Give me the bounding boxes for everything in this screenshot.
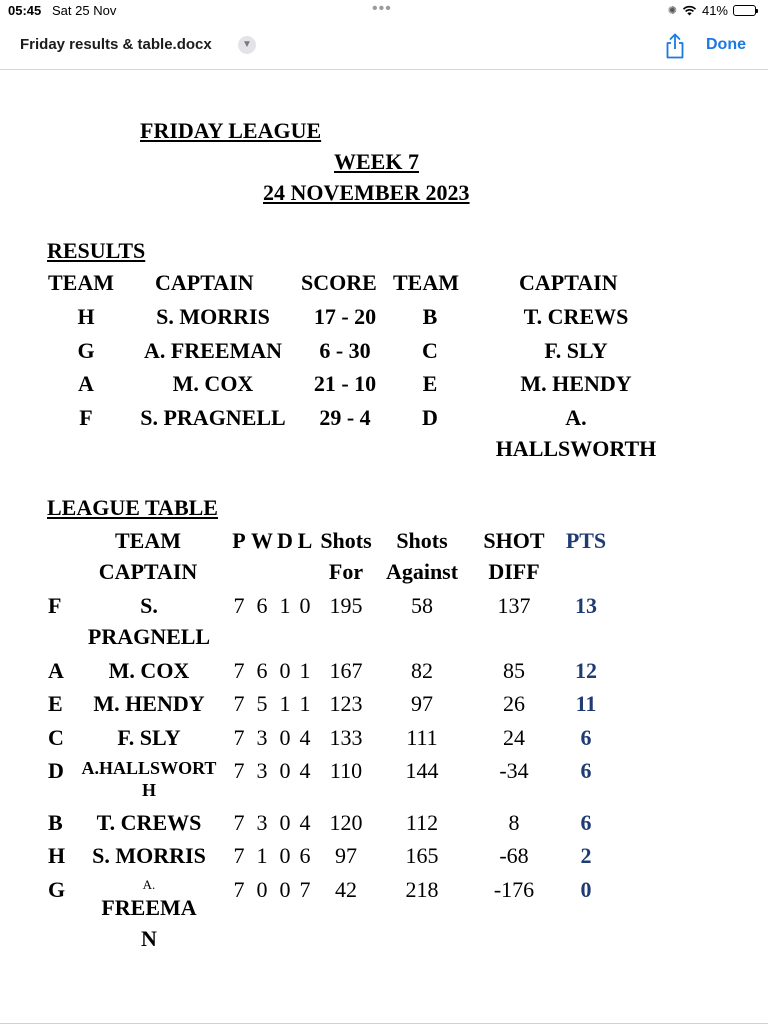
row-for: 97 (335, 843, 357, 868)
row-p: 7 (233, 843, 245, 868)
row-against: 111 (406, 725, 438, 750)
row-captain: M. HENDY (93, 691, 205, 716)
results-captain1: S. PRAGNELL (140, 405, 286, 430)
header-diff: DIFF (488, 559, 540, 584)
results-team2: D (422, 405, 438, 430)
row-l: 6 (299, 843, 311, 868)
row-team: G (48, 877, 66, 902)
row-captain: A.HALLSWORT (81, 758, 217, 778)
results-team1: H (77, 304, 95, 329)
wifi-icon (682, 5, 697, 16)
row-diff: -176 (493, 877, 535, 902)
header-against: Against (385, 559, 459, 584)
row-l: 0 (299, 593, 311, 618)
row-against: 112 (405, 810, 439, 835)
row-p: 7 (233, 758, 245, 783)
date-title: 24 NOVEMBER 2023 (263, 180, 470, 205)
row-for: 123 (329, 691, 363, 716)
results-captain2: A. (565, 405, 587, 430)
row-p: 7 (233, 810, 245, 835)
row-for: 133 (329, 725, 363, 750)
results-team2: E (422, 371, 438, 396)
row-w: 6 (256, 658, 268, 683)
row-captain: S. MORRIS (92, 843, 206, 868)
results-score: 21 - 10 (313, 371, 377, 396)
league-title: FRIDAY LEAGUE (140, 118, 322, 143)
row-against: 82 (411, 658, 433, 683)
row-captain-line2: H (141, 780, 156, 800)
header-shot: SHOT (483, 528, 545, 553)
results-captain1: A. FREEMAN (143, 338, 283, 363)
row-l: 1 (299, 658, 311, 683)
row-pts: 11 (575, 691, 597, 716)
status-time: 05:45 (8, 3, 42, 18)
row-captain-line2: FREEMA (101, 895, 197, 920)
results-header-captain1: CAPTAIN (155, 270, 254, 295)
header-shots-against: Shots (396, 528, 448, 553)
row-for: 120 (329, 810, 363, 835)
header-captain: CAPTAIN (98, 559, 198, 584)
row-team: C (48, 725, 64, 750)
title-bar (0, 22, 768, 70)
row-captain-line3: N (141, 926, 157, 951)
row-pts: 6 (580, 810, 592, 835)
row-pts: 12 (575, 658, 597, 683)
row-against: 144 (405, 758, 439, 783)
header-d: D (277, 528, 293, 553)
document-title[interactable]: Friday results & table.docx (20, 36, 212, 53)
row-diff: 8 (508, 810, 520, 835)
row-w: 0 (256, 877, 268, 902)
results-team2: B (422, 304, 438, 329)
results-header-team2: TEAM (393, 270, 459, 295)
row-d: 0 (279, 725, 291, 750)
row-for: 167 (329, 658, 363, 683)
row-p: 7 (233, 593, 245, 618)
row-diff: -68 (499, 843, 529, 868)
row-l: 7 (299, 877, 311, 902)
row-team: D (48, 758, 64, 783)
chevron-down-icon[interactable]: ▼ (238, 36, 256, 54)
results-score: 17 - 20 (313, 304, 377, 329)
results-header-team1: TEAM (48, 270, 114, 295)
row-against: 165 (405, 843, 439, 868)
results-captain1: S. MORRIS (156, 304, 270, 329)
results-team1: F (79, 405, 93, 430)
multitasking-dots-icon[interactable]: ••• (372, 0, 392, 17)
row-w: 3 (256, 725, 268, 750)
row-l: 4 (299, 758, 311, 783)
done-button[interactable]: Done (706, 36, 746, 53)
row-p: 7 (233, 658, 245, 683)
row-w: 5 (256, 691, 268, 716)
row-pts: 2 (580, 843, 592, 868)
row-d: 0 (279, 843, 291, 868)
row-pts: 6 (580, 725, 592, 750)
header-pts: PTS (565, 528, 607, 553)
header-p: P (232, 528, 246, 553)
row-against: 218 (405, 877, 439, 902)
row-team: A (48, 658, 64, 683)
row-l: 4 (299, 810, 311, 835)
results-captain2-line2: HALLSWORTH (495, 436, 657, 461)
row-d: 1 (279, 593, 291, 618)
results-score: 29 - 4 (319, 405, 371, 430)
results-team1: A (78, 371, 94, 396)
results-team2: C (422, 338, 438, 363)
results-captain2: F. SLY (544, 338, 608, 363)
results-header-captain2: CAPTAIN (519, 270, 618, 295)
share-icon[interactable] (664, 33, 686, 59)
row-diff: 24 (503, 725, 525, 750)
header-team: TEAM (115, 528, 181, 553)
results-title: RESULTS (47, 238, 146, 263)
header-shots-for: Shots (320, 528, 372, 553)
row-team: B (48, 810, 63, 835)
results-captain2: T. CREWS (523, 304, 629, 329)
battery-percent: 41% (701, 3, 728, 18)
row-w: 1 (256, 843, 268, 868)
row-d: 0 (279, 658, 291, 683)
header-l: L (297, 528, 313, 553)
row-diff: 85 (503, 658, 525, 683)
row-for: 110 (329, 758, 363, 783)
row-d: 1 (279, 691, 291, 716)
row-against: 97 (411, 691, 433, 716)
results-score: 6 - 30 (319, 338, 371, 363)
row-w: 6 (256, 593, 268, 618)
results-captain2: M. HENDY (520, 371, 632, 396)
row-pts: 6 (580, 758, 592, 783)
row-captain: A. (142, 877, 156, 892)
row-diff: -34 (499, 758, 529, 783)
row-captain: F. SLY (117, 725, 181, 750)
status-date: Sat 25 Nov (52, 3, 117, 18)
header-for: For (328, 559, 364, 584)
row-pts: 0 (580, 877, 592, 902)
week-title: WEEK 7 (334, 149, 419, 174)
row-d: 0 (279, 758, 291, 783)
results-team1: G (77, 338, 95, 363)
row-p: 7 (233, 691, 245, 716)
row-captain: S. (140, 593, 158, 618)
row-l: 4 (299, 725, 311, 750)
status-indicators (668, 3, 756, 18)
row-d: 0 (279, 877, 291, 902)
row-w: 3 (256, 810, 268, 835)
battery-icon (733, 5, 756, 16)
row-team: H (48, 843, 66, 868)
row-captain: M. COX (108, 658, 190, 683)
row-captain: T. CREWS (96, 810, 202, 835)
results-captain1: M. COX (172, 371, 254, 396)
row-p: 7 (233, 725, 245, 750)
row-captain-line2: PRAGNELL (87, 624, 211, 649)
row-team: F (48, 593, 62, 618)
row-team: E (48, 691, 63, 716)
document-page (0, 71, 768, 1024)
row-for: 195 (329, 593, 363, 618)
results-header-score: SCORE (301, 270, 377, 295)
row-d: 0 (279, 810, 291, 835)
status-bar (0, 0, 768, 22)
row-against: 58 (411, 593, 433, 618)
row-diff: 26 (503, 691, 525, 716)
loading-spinner-icon: ✺ (667, 5, 677, 17)
row-w: 3 (256, 758, 268, 783)
row-l: 1 (299, 691, 311, 716)
row-pts: 13 (575, 593, 597, 618)
row-diff: 137 (497, 593, 531, 618)
row-p: 7 (233, 877, 245, 902)
header-w: W (251, 528, 273, 553)
league-table-title: LEAGUE TABLE (47, 495, 218, 520)
row-for: 42 (335, 877, 357, 902)
